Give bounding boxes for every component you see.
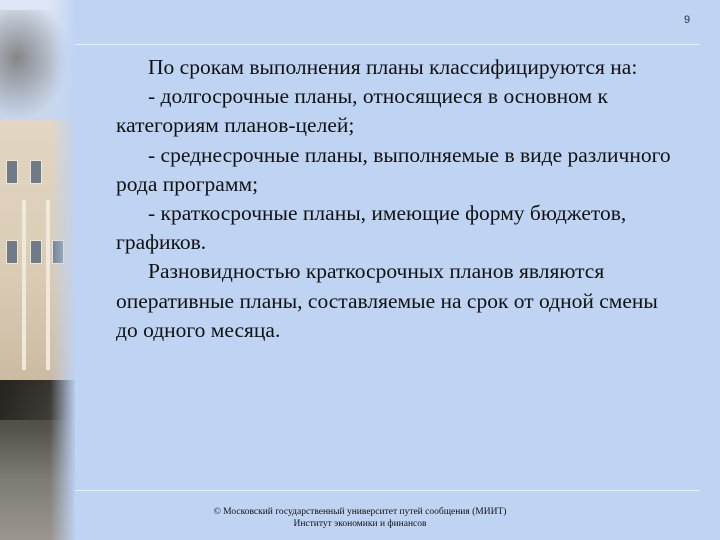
building-photo (0, 0, 75, 540)
photo-window (6, 240, 18, 264)
footer (170, 506, 550, 530)
bottom-divider (75, 490, 700, 491)
footer-university: © Московский государственный университет путей сообщения (МИИТ) (213, 507, 507, 517)
paragraph-short-term: - краткосрочные планы, имеющие форму бюджетов, графиков. (116, 201, 627, 255)
photo-window (30, 160, 42, 184)
photo-pillar (22, 200, 26, 370)
slide-body (116, 53, 671, 345)
top-divider (75, 44, 700, 45)
paragraph-medium-term: - среднесрочные планы, выполняемые в виде различного рода программ; (116, 142, 671, 196)
paragraph-operational: Разновидностью краткосрочных планов являются оперативные планы, составляемые на срок от одной смены до одного месяца. (116, 259, 658, 342)
page-number: 9 (683, 14, 691, 26)
paragraph-long-term: - долгосрочные планы, относящиеся в основном к категориям планов-целей; (116, 84, 608, 138)
photo-fade (50, 0, 75, 540)
photo-window (30, 240, 42, 264)
photo-window (6, 160, 18, 184)
paragraph-intro: По срокам выполнения планы классифицируются на: (148, 55, 638, 79)
footer-institute: Институт экономики и финансов (293, 519, 427, 529)
